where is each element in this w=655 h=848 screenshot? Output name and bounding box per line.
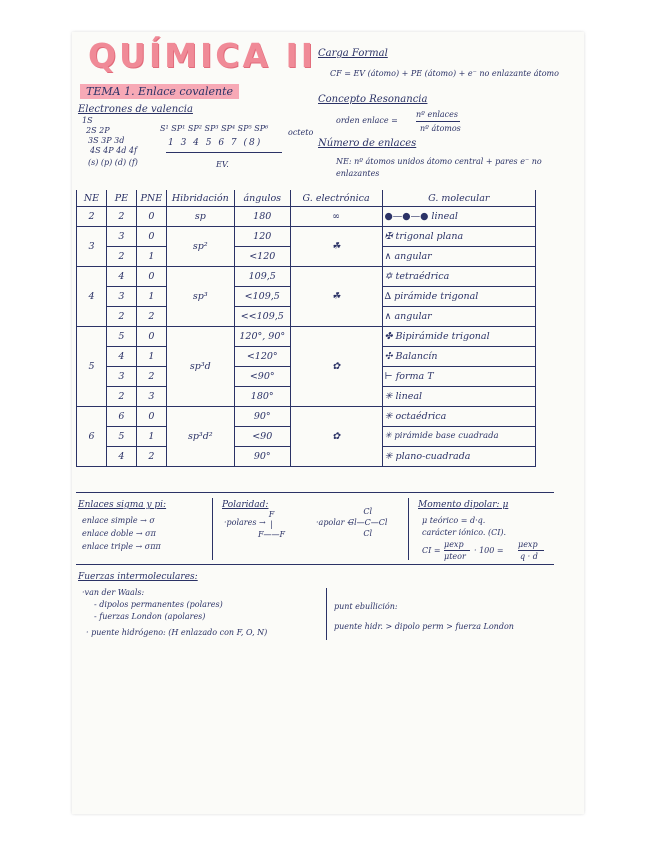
section-divider	[76, 492, 554, 493]
cell-pe: 4	[106, 347, 136, 367]
cell-pne: 1	[136, 427, 166, 447]
cell-pe: 2	[106, 307, 136, 327]
cell-mol	[382, 207, 535, 227]
cell-pe: 6	[106, 407, 136, 427]
carga-formula: CF = EV (átomo) + PE (átomo) + e⁻ no enlazante átomo	[330, 69, 559, 78]
enlaces-heading: Número de enlaces	[318, 138, 417, 149]
mol-label: trigonal plana	[395, 231, 464, 242]
cell-g-elec	[290, 407, 382, 467]
momento-heading: Momento dipolar: μ	[418, 500, 509, 510]
fuerzas-right-2: puente hidr. > dipolo perm > fuerza London	[334, 622, 514, 631]
cell-ang: <109,5	[234, 287, 290, 307]
cell-pe: 2	[106, 247, 136, 267]
sigma-pi-heading: Enlaces sigma y pi:	[78, 500, 167, 510]
cell-mol	[382, 447, 535, 467]
fuerzas-heading: Fuerzas intermoleculares:	[78, 572, 198, 582]
tetrahedral-orbital-icon: ☘	[331, 291, 341, 302]
cell-g-elec	[290, 327, 382, 407]
resonancia-heading: Concepto Resonancia	[318, 94, 428, 105]
notebook-page	[72, 32, 584, 814]
header-ne: NE	[77, 190, 107, 207]
table-row	[77, 227, 536, 247]
cell-ang: <90°	[234, 367, 290, 387]
table-header-row	[77, 190, 536, 207]
square-pyramid-molecule-icon: ✳	[384, 431, 395, 441]
header-hibridacion: Hibridación	[166, 190, 234, 207]
cell-ne: 3	[77, 227, 107, 267]
sigma-line-2: enlace doble → σπ	[82, 529, 156, 538]
cell-mol	[382, 427, 535, 447]
cell-ang: <120°	[234, 347, 290, 367]
linear-molecule-icon: ●—●—●	[384, 211, 432, 222]
square-planar-molecule-icon: ✳	[384, 451, 396, 462]
fuerzas-line-1: ·van der Waals:	[82, 588, 145, 597]
ev-line	[166, 152, 282, 153]
cell-mol	[382, 347, 535, 367]
cell-ang: <<109,5	[234, 307, 290, 327]
orden-den: nº átomos	[420, 124, 461, 133]
cell-ne: 6	[77, 407, 107, 467]
cell-g-elec	[290, 227, 382, 267]
fuerzas-line-2: - dipolos permanentes (polares)	[94, 600, 223, 609]
momento-line-2: carácter iónico. (CI).	[422, 528, 507, 537]
column-divider-2	[408, 498, 409, 560]
mol-label: angular	[394, 251, 432, 262]
fuerzas-line-3: - fuerzas London (apolares)	[94, 612, 206, 621]
cell-mol	[382, 327, 535, 347]
mol-label: plano-cuadrada	[395, 451, 471, 462]
cell-pne: 0	[136, 207, 166, 227]
carga-heading: Carga Formal	[318, 48, 388, 59]
polares-label: ·polares →	[224, 518, 266, 527]
cell-pne: 1	[136, 247, 166, 267]
config-line-1: 1S	[82, 116, 93, 125]
ci-mid: · 100 =	[474, 546, 504, 555]
momento-line-1: μ teórico = d·q.	[422, 516, 486, 525]
cell-hib: sp³	[166, 267, 234, 327]
tetrahedral-molecule-icon: ✡	[384, 271, 396, 282]
cell-mol	[382, 387, 535, 407]
ci-den2: q · d	[520, 552, 538, 561]
electrones-heading: Electrones de valencia	[78, 104, 193, 115]
cell-pe: 3	[106, 367, 136, 387]
hybridization-table	[76, 190, 536, 467]
config-line-4: 4S 4P 4d 4f	[90, 146, 137, 155]
cell-ne: 2	[77, 207, 107, 227]
header-angulos: ángulos	[234, 190, 290, 207]
cell-pne: 2	[136, 307, 166, 327]
page-title: QUÍMICA II	[88, 36, 317, 75]
cell-ang: 120	[234, 227, 290, 247]
t-shape-molecule-icon: ⊢	[384, 371, 396, 382]
apolar-molecule-icon: Cl Cl—C—Cl Cl	[348, 507, 388, 538]
cell-mol	[382, 407, 535, 427]
pyramid-molecule-icon: ∆	[384, 291, 395, 302]
cell-pne: 1	[136, 287, 166, 307]
seesaw-molecule-icon: ✣	[384, 351, 396, 362]
trigonal-orbital-icon: ☘	[331, 241, 341, 252]
cell-pne: 2	[136, 447, 166, 467]
cell-pne: 3	[136, 387, 166, 407]
octahedral-orbital-icon: ✿	[332, 431, 341, 442]
mol-label: pirámide trigonal	[394, 291, 479, 302]
cell-pne: 2	[136, 367, 166, 387]
cell-pe: 5	[106, 327, 136, 347]
cell-ne: 5	[77, 327, 107, 407]
ci-fraction-bar	[518, 550, 544, 551]
table-row	[77, 327, 536, 347]
enlaces-formula: NE: nº átomos unidos átomo central + pares e⁻ no enlazantes	[336, 157, 542, 178]
mol-label: octaédrica	[395, 411, 447, 422]
mol-label: tetraédrica	[395, 271, 450, 282]
ci-left: CI =	[422, 546, 441, 555]
cell-hib: sp³d²	[166, 407, 234, 467]
cell-ang: 180	[234, 207, 290, 227]
cell-mol	[382, 307, 535, 327]
cell-ang: 120°, 90°	[234, 327, 290, 347]
cell-pe: 4	[106, 267, 136, 287]
octahedral-molecule-icon: ✳	[384, 411, 396, 422]
fuerzas-line-4: · puente hidrógeno: (H enlazado con F, O, N)	[86, 628, 268, 637]
valence-numbers: 1 3 4 5 6 7 (8)	[168, 138, 263, 148]
cell-pe: 5	[106, 427, 136, 447]
bipyramid-molecule-icon: ✤	[384, 331, 396, 342]
cell-hib: sp³d	[166, 327, 234, 407]
cell-pe: 3	[106, 287, 136, 307]
cell-ne: 4	[77, 267, 107, 327]
mol-label: lineal	[431, 211, 458, 222]
cell-ang: <120	[234, 247, 290, 267]
angular-molecule-icon: ∧	[384, 311, 395, 322]
header-pne: PNE	[136, 190, 166, 207]
bipyramid-orbital-icon: ✿	[332, 361, 341, 372]
angular-molecule-icon: ∧	[384, 251, 395, 262]
mol-label: forma T	[395, 371, 434, 382]
mol-label: pirámide base cuadrada	[394, 431, 499, 441]
cell-g-elec	[290, 267, 382, 327]
brace-line	[326, 588, 327, 640]
header-g-molecular: G. molecular	[382, 190, 535, 207]
mol-label: Balancín	[395, 351, 438, 362]
mol-label: lineal	[395, 391, 423, 402]
cell-pe: 2	[106, 207, 136, 227]
orden-label: orden enlace =	[336, 116, 398, 125]
ci-den: μteor	[444, 552, 466, 561]
table-row	[77, 267, 536, 287]
ci-fraction-bar	[444, 550, 470, 551]
linear-orbital-icon: ∞	[332, 211, 341, 222]
cell-pne: 0	[136, 227, 166, 247]
cell-hib: sp	[166, 207, 234, 227]
section-divider	[76, 564, 554, 565]
topic-label: TEMA 1. Enlace covalente	[80, 84, 239, 99]
cell-mol	[382, 267, 535, 287]
cell-hib: sp²	[166, 227, 234, 267]
polaridad-heading: Polaridad:	[222, 500, 269, 510]
header-g-electronica: G. electrónica	[290, 190, 382, 207]
cell-pe: 4	[106, 447, 136, 467]
cell-ang: 109,5	[234, 267, 290, 287]
polar-molecule-icon: F | F——F	[258, 510, 286, 539]
cell-pne: 0	[136, 327, 166, 347]
cell-pne: 0	[136, 267, 166, 287]
cell-ang: 180°	[234, 387, 290, 407]
config-note: (s) (p) (d) (f)	[88, 158, 138, 167]
sigma-line-3: enlace triple → σππ	[82, 542, 161, 551]
linear-molecule-icon: ✳	[384, 391, 396, 402]
cell-ang: 90°	[234, 447, 290, 467]
cell-mol	[382, 247, 535, 267]
cell-pe: 3	[106, 227, 136, 247]
octeto-label: octeto	[288, 128, 314, 137]
table-row	[77, 407, 536, 427]
table-row	[77, 207, 536, 227]
apolares-label: ·apolar →	[316, 518, 354, 527]
ev-label: EV.	[216, 160, 229, 169]
mol-label: Bipirámide trigonal	[395, 331, 490, 342]
header-pe: PE	[106, 190, 136, 207]
orden-num: nº enlaces	[416, 110, 458, 119]
config-line-3: 3S 3P 3d	[88, 136, 125, 145]
config-line-2: 2S 2P	[86, 126, 110, 135]
cell-pne: 0	[136, 407, 166, 427]
column-divider-1	[212, 498, 213, 560]
cell-ang: <90	[234, 427, 290, 447]
cell-pe: 2	[106, 387, 136, 407]
hybrid-labels: S¹ SP¹ SP² SP³ SP⁴ SP⁵ SP⁶	[160, 124, 269, 133]
cell-pne: 1	[136, 347, 166, 367]
mol-label: angular	[394, 311, 432, 322]
ci-num: μexp	[444, 540, 464, 549]
cell-mol	[382, 287, 535, 307]
ci-num2: μexp	[518, 540, 538, 549]
cell-mol	[382, 367, 535, 387]
sigma-line-1: enlace simple → σ	[82, 516, 155, 525]
fuerzas-right-1: punt ebullición:	[334, 602, 398, 611]
orden-fraction-bar	[416, 121, 460, 122]
cell-mol	[382, 227, 535, 247]
trigonal-molecule-icon: ✠	[384, 231, 396, 242]
cell-g-elec	[290, 207, 382, 227]
cell-ang: 90°	[234, 407, 290, 427]
